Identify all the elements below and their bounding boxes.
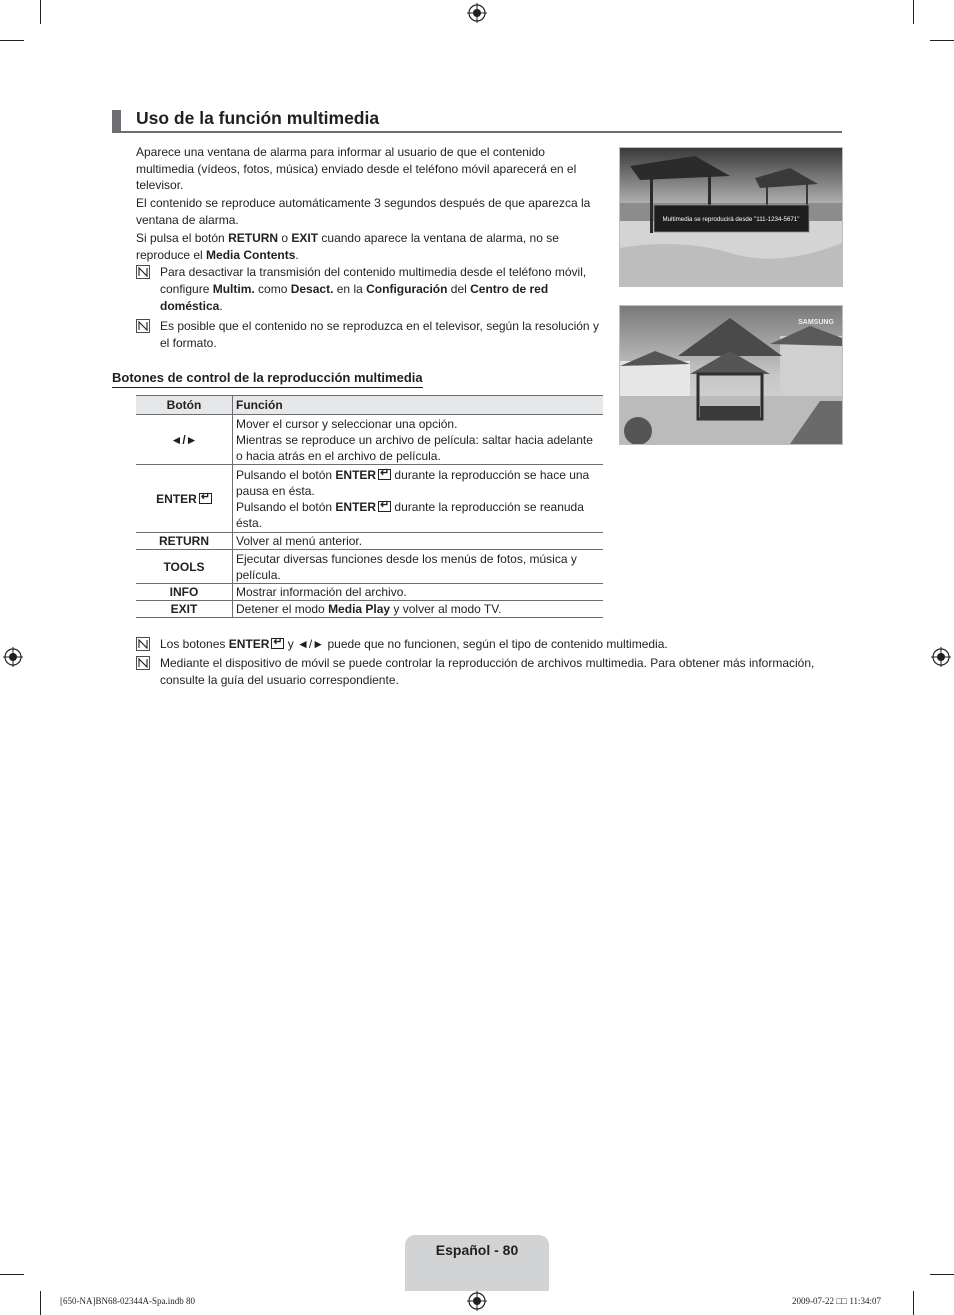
table-row	[136, 465, 603, 533]
table-cell-button: INFO	[136, 584, 233, 601]
note-icon	[136, 265, 150, 279]
note-icon	[136, 319, 150, 333]
table-cell-button: ENTER↵	[136, 465, 233, 533]
function-line: Mientras se reproduce un archivo de película: saltar hacia adelante o hacia atrás en el archivo de película.	[236, 432, 593, 463]
table-header: Función	[233, 396, 604, 415]
section-divider	[112, 131, 842, 133]
note-icon	[136, 656, 150, 670]
note-item	[136, 264, 604, 315]
table-cell-function	[233, 415, 604, 465]
enter-icon	[378, 469, 391, 480]
note-text: Es posible que el contenido no se reproduzca en el televisor, según la resolución y el formato.	[160, 319, 599, 350]
table-row	[136, 415, 603, 465]
note-icon	[136, 637, 150, 651]
note-text: Para desactivar la transmisión del contenido multimedia desde el teléfono móvil, configure Multim. como Desact. en la Configuración del Centro de red doméstica.	[160, 265, 587, 313]
beach-image	[620, 148, 842, 286]
table-cell-function: Volver al menú anterior.	[233, 533, 604, 550]
imprint-file: [650-NA]BN68-02344A-Spa.indb 80	[60, 1296, 195, 1306]
function-line: Pulsando el botón ENTER↵ durante la reproducción se hace una pausa en ésta.	[236, 467, 600, 499]
table-header: Botón	[136, 396, 233, 415]
table-cell-button: EXIT	[136, 601, 233, 618]
table-row	[136, 533, 603, 550]
table-cell-function: Detener el modo Media Play y volver al modo TV.	[233, 601, 604, 618]
note-item	[136, 636, 836, 653]
note-item	[136, 655, 836, 689]
table-row	[136, 584, 603, 601]
intro-paragraph-3: Si pulsa el botón RETURN o EXIT cuando aparece la ventana de alarma, no se reproduce el Media Contents.	[136, 231, 559, 262]
table-cell-button: RETURN	[136, 533, 233, 550]
function-line: Pulsando el botón ENTER↵ durante la reproducción se reanuda ésta.	[236, 499, 600, 531]
alarm-message: Multimedia se reproducirá desde "111-1234-5671"	[662, 216, 800, 223]
intro-paragraph-1: Aparece una ventana de alarma para informar al usuario de que el contenido multimedia (vídeos, fotos, música) enviado desde el teléfono móvil aparecerá en el televisor.	[136, 145, 577, 192]
table-cell-button: TOOLS	[136, 550, 233, 584]
table-row	[136, 550, 603, 584]
enter-icon	[271, 638, 284, 649]
section-marker	[112, 110, 121, 131]
beach-screenshot	[619, 147, 843, 287]
brand-watermark: SAMSUNG	[798, 319, 834, 326]
crop-mark	[930, 1274, 954, 1275]
crop-mark	[40, 0, 41, 24]
registration-mark-icon	[467, 3, 487, 23]
crop-mark	[930, 40, 954, 41]
table-header-row	[136, 396, 603, 415]
table-cell-function: Ejecutar diversas funciones desde los menús de fotos, música y película.	[233, 550, 604, 584]
registration-mark-icon	[467, 1291, 487, 1311]
note-text: Los botones ENTER↵ y ◄/► puede que no funcionen, según el tipo de contenido multimedia.	[160, 636, 836, 653]
controls-table	[136, 395, 603, 618]
table-cell-function	[233, 465, 604, 533]
crop-mark	[913, 1291, 914, 1315]
registration-mark-icon	[931, 647, 951, 667]
table-cell-button: ◄/►	[136, 415, 233, 465]
crop-mark	[40, 1291, 41, 1315]
registration-mark-icon	[3, 647, 23, 667]
note-item	[136, 318, 604, 352]
page-number: Español - 80	[435, 1242, 519, 1258]
intro-paragraph-2: El contenido se reproduce automáticamente 3 segundos después de que aparezca la ventana de alarma.	[136, 196, 591, 227]
section-title: Uso de la función multimedia	[136, 108, 380, 128]
table-cell-function: Mostrar información del archivo.	[233, 584, 604, 601]
gazebo-image	[620, 306, 842, 444]
crop-mark	[0, 1274, 24, 1275]
crop-mark	[0, 40, 24, 41]
note-text: Mediante el dispositivo de móvil se puede controlar la reproducción de archivos multimedia. Para obtener más información, consulte la guía del usuario correspondiente.	[160, 656, 815, 687]
imprint-timestamp: 2009-07-22 □□ 11:34:07	[792, 1296, 882, 1306]
crop-mark	[913, 0, 914, 24]
function-line: Mover el cursor y seleccionar una opción.	[236, 416, 458, 431]
gazebo-screenshot	[619, 305, 843, 445]
table-row	[136, 601, 603, 618]
enter-icon	[378, 501, 391, 512]
enter-icon	[199, 493, 212, 504]
subsection-title: Botones de control de la reproducción multimedia	[112, 370, 423, 388]
